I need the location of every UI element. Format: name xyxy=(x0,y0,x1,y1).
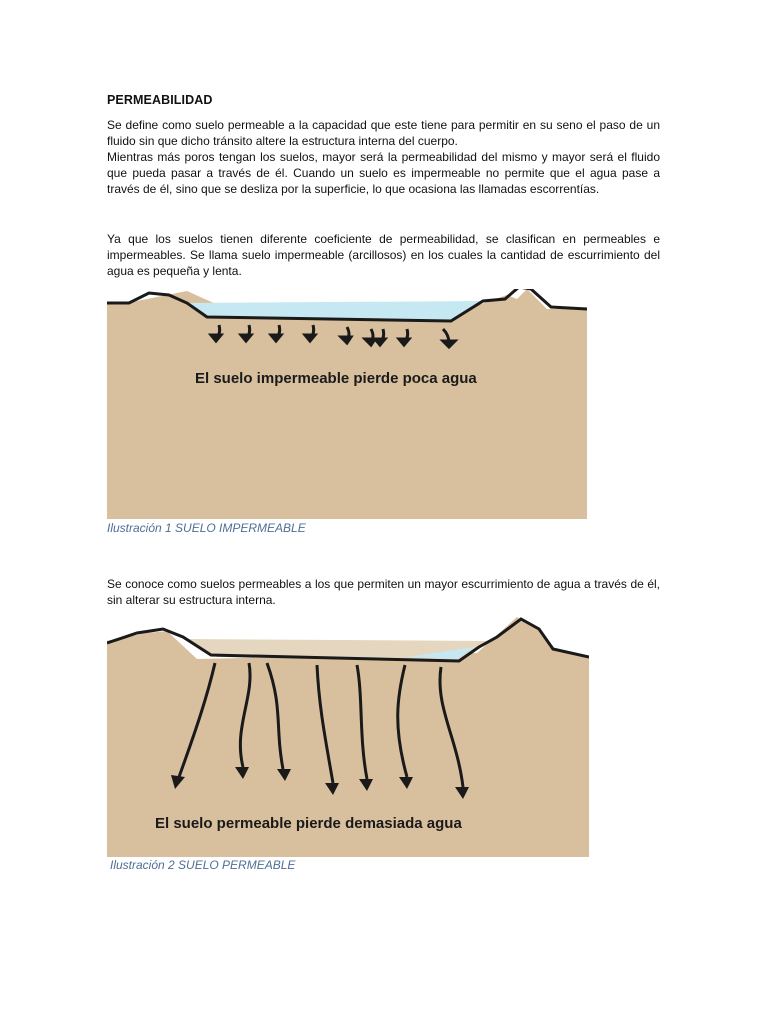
figure-impermeable-soil xyxy=(107,289,587,519)
paragraph-classification: Ya que los suelos tienen diferente coeficiente de permeabilidad, se clasifican en permeables e impermeables. Se llama suelo impermeable (arcillosos) en los cuales la cantidad de escurrimiento del agua es pequeña y lenta. xyxy=(107,232,660,278)
permeable-image-text: El suelo permeable pierde demasiada agua xyxy=(155,815,462,832)
impermeable-image-text: El suelo impermeable pierde poca agua xyxy=(195,370,477,387)
impermeable-soil-illustration xyxy=(107,289,587,519)
paragraph-permeable: Se conoce como suelos permeables a los que permiten un mayor escurrimiento de agua a través de él, sin alterar su estructura interna. xyxy=(107,577,660,607)
paragraph-pores: Mientras más poros tengan los suelos, mayor será la permeabilidad del mismo y mayor será el fluido que pueda pasar a través de él. Cuando un suelo es impermeable no permite que el agua pase a través de él, sino que se desliza por la superficie, lo que ocasiona las llamadas escorrentías. xyxy=(107,150,660,196)
figure-permeable-soil xyxy=(107,617,589,857)
caption-figure-1: Ilustración 1 SUELO IMPERMEABLE xyxy=(107,521,306,535)
paragraph-definition: Se define como suelo permeable a la capacidad que este tiene para permitir en su seno el paso de un fluido sin que dicho tránsito altere la estructura interna del cuerpo. xyxy=(107,118,660,148)
section-heading: PERMEABILIDAD xyxy=(107,93,213,107)
soil-background xyxy=(107,289,587,519)
permeable-soil-illustration xyxy=(107,617,589,857)
caption-figure-2: Ilustración 2 SUELO PERMEABLE xyxy=(110,858,296,872)
